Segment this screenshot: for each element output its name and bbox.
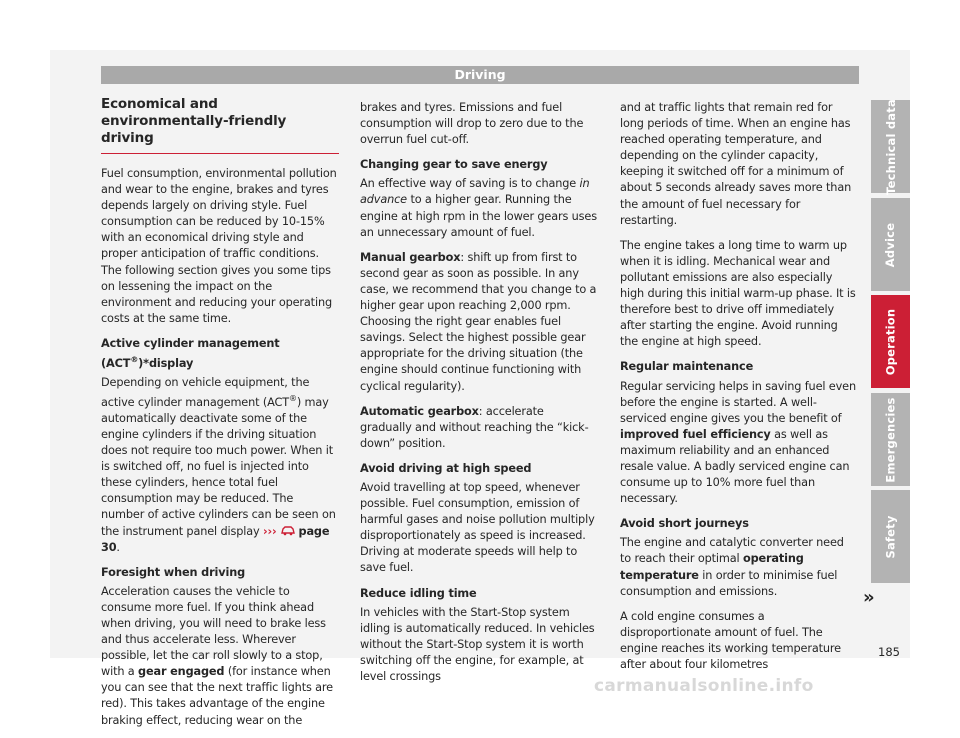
tab-operation[interactable]: Operation [871, 295, 910, 388]
automatic-gearbox-paragraph: Automatic gearbox: accelerate gradually and without reaching the “kick-down” position. [360, 404, 589, 450]
speed-paragraph: Avoid travelling at top speed, whenever possible. Fuel consumption, emission of harmful gases and noise pollution multiply disproportionately as speed is increased. Driving at moderate speeds will help to save fuel. [360, 480, 595, 575]
tab-technical-data[interactable]: Technical data [871, 100, 910, 193]
speed-heading: Avoid driving at high speed [360, 461, 532, 475]
tab-safety[interactable]: Safety [871, 490, 910, 583]
act-paragraph: Depending on vehicle equipment, the active cylinder management (ACT®) may automatically deactivate some of the engine cylinders if the driving situation does not require too much power. When it is switched off, no fuel is injected into these cylinders, hence total fuel consumption may be reduced. The number of active cylinders can be seen on the instrument panel display ››› page 30. [101, 375, 336, 554]
idle-paragraph: In vehicles with the Start-Stop system idling is automatically reduced. In vehicles without the Start-Stop system it is worth switching off the engine, for example, at level crossings [360, 605, 595, 683]
cold-engine-paragraph: A cold engine consumes a disproportionate amount of fuel. The engine reaches its working temperature after about four kilometres [620, 609, 841, 671]
page-number: 185 [878, 645, 900, 659]
next-page-arrow[interactable]: » [863, 587, 875, 608]
gear-paragraph: An effective way of saving is to change in advance to a higher gear. Running the engine at high rpm in the lower gears uses an unnecessary amount of fuel. [360, 177, 597, 239]
maintenance-paragraph: Regular servicing helps in saving fuel even before the engine is started. A well-serviced engine gives you the benefit of improved fuel efficiency as well as maximum reliability and an enhanced resale value. A badly serviced engine can consume up to 10% more fuel than necessary. [620, 379, 856, 506]
foresight-paragraph: Acceleration causes the vehicle to consume more fuel. If you think ahead when driving, you will need to brake less and thus accelerate less. Wherever possible, let the car roll slowly to a stop, with a gear engaged (for instance when you can see that the next traffic lights are red). This takes advantage of the engine braking effect, reducing wear on the [101, 584, 333, 727]
foresight-heading: Foresight when driving [101, 565, 246, 579]
column-2 [360, 100, 598, 694]
act-heading: Active cylinder management (ACT®)*display [101, 336, 280, 370]
warm-up-paragraph: The engine takes a long time to warm up when it is idling. Mechanical wear and pollutant emissions are also especially high during this initial warm-up phase. It is therefore best to drive off immediately after starting the engine. Avoid running the engine at high speed. [620, 238, 856, 349]
intro-paragraph: Fuel consumption, environmental pollution and wear to the engine, brakes and tyres depends largely on driving style. Fuel consumption can be reduced by 10-15% with an economical driving style and proper anticipation of traffic conditions. The following section gives you some tips on lessening the impact on the environment and reducing your operating costs at the same time. [101, 167, 337, 325]
page-30-link[interactable]: page 30 [101, 524, 330, 554]
traffic-lights-paragraph: and at traffic lights that remain red for long periods of time. When an engine has reached operating temperature, and depending on the cylinder capacity, keeping it switched off for a minimum of about 5 seconds already saves more than the amount of fuel necessary for restarting. [620, 101, 852, 227]
chapter-header: Driving [101, 66, 859, 84]
tab-emergencies[interactable]: Emergencies [871, 393, 910, 486]
gear-heading: Changing gear to save energy [360, 158, 548, 172]
column-1 [101, 96, 339, 738]
idle-heading: Reduce idling time [360, 586, 477, 600]
tab-advice[interactable]: Advice [871, 198, 910, 291]
car-book-icon [280, 524, 296, 536]
maintenance-heading: Regular maintenance [620, 360, 754, 374]
short-journeys-paragraph: The engine and catalytic converter need to reach their optimal operating temperature in order to minimise fuel consumption and emissions. [620, 536, 844, 598]
watermark: carmanualsonline.info [594, 676, 814, 696]
cross-reference-arrow: ››› [262, 524, 277, 538]
brakes-paragraph: brakes and tyres. Emissions and fuel consumption will drop to zero due to the overrun fuel cut-off. [360, 101, 584, 147]
short-journeys-heading: Avoid short journeys [620, 517, 749, 531]
section-title: Economical and environmentally-friendly driving [101, 96, 339, 154]
column-3 [620, 100, 858, 682]
manual-gearbox-paragraph: Manual gearbox: shift up from first to second gear as soon as possible. In any case, we recommend that you change to a higher gear upon reaching 2,000 rpm. Choosing the right gear enables fuel savings. Select the highest possible gear appropriate for the driving situation (the engine should continue functioning with cyclical regularity). [360, 250, 597, 393]
